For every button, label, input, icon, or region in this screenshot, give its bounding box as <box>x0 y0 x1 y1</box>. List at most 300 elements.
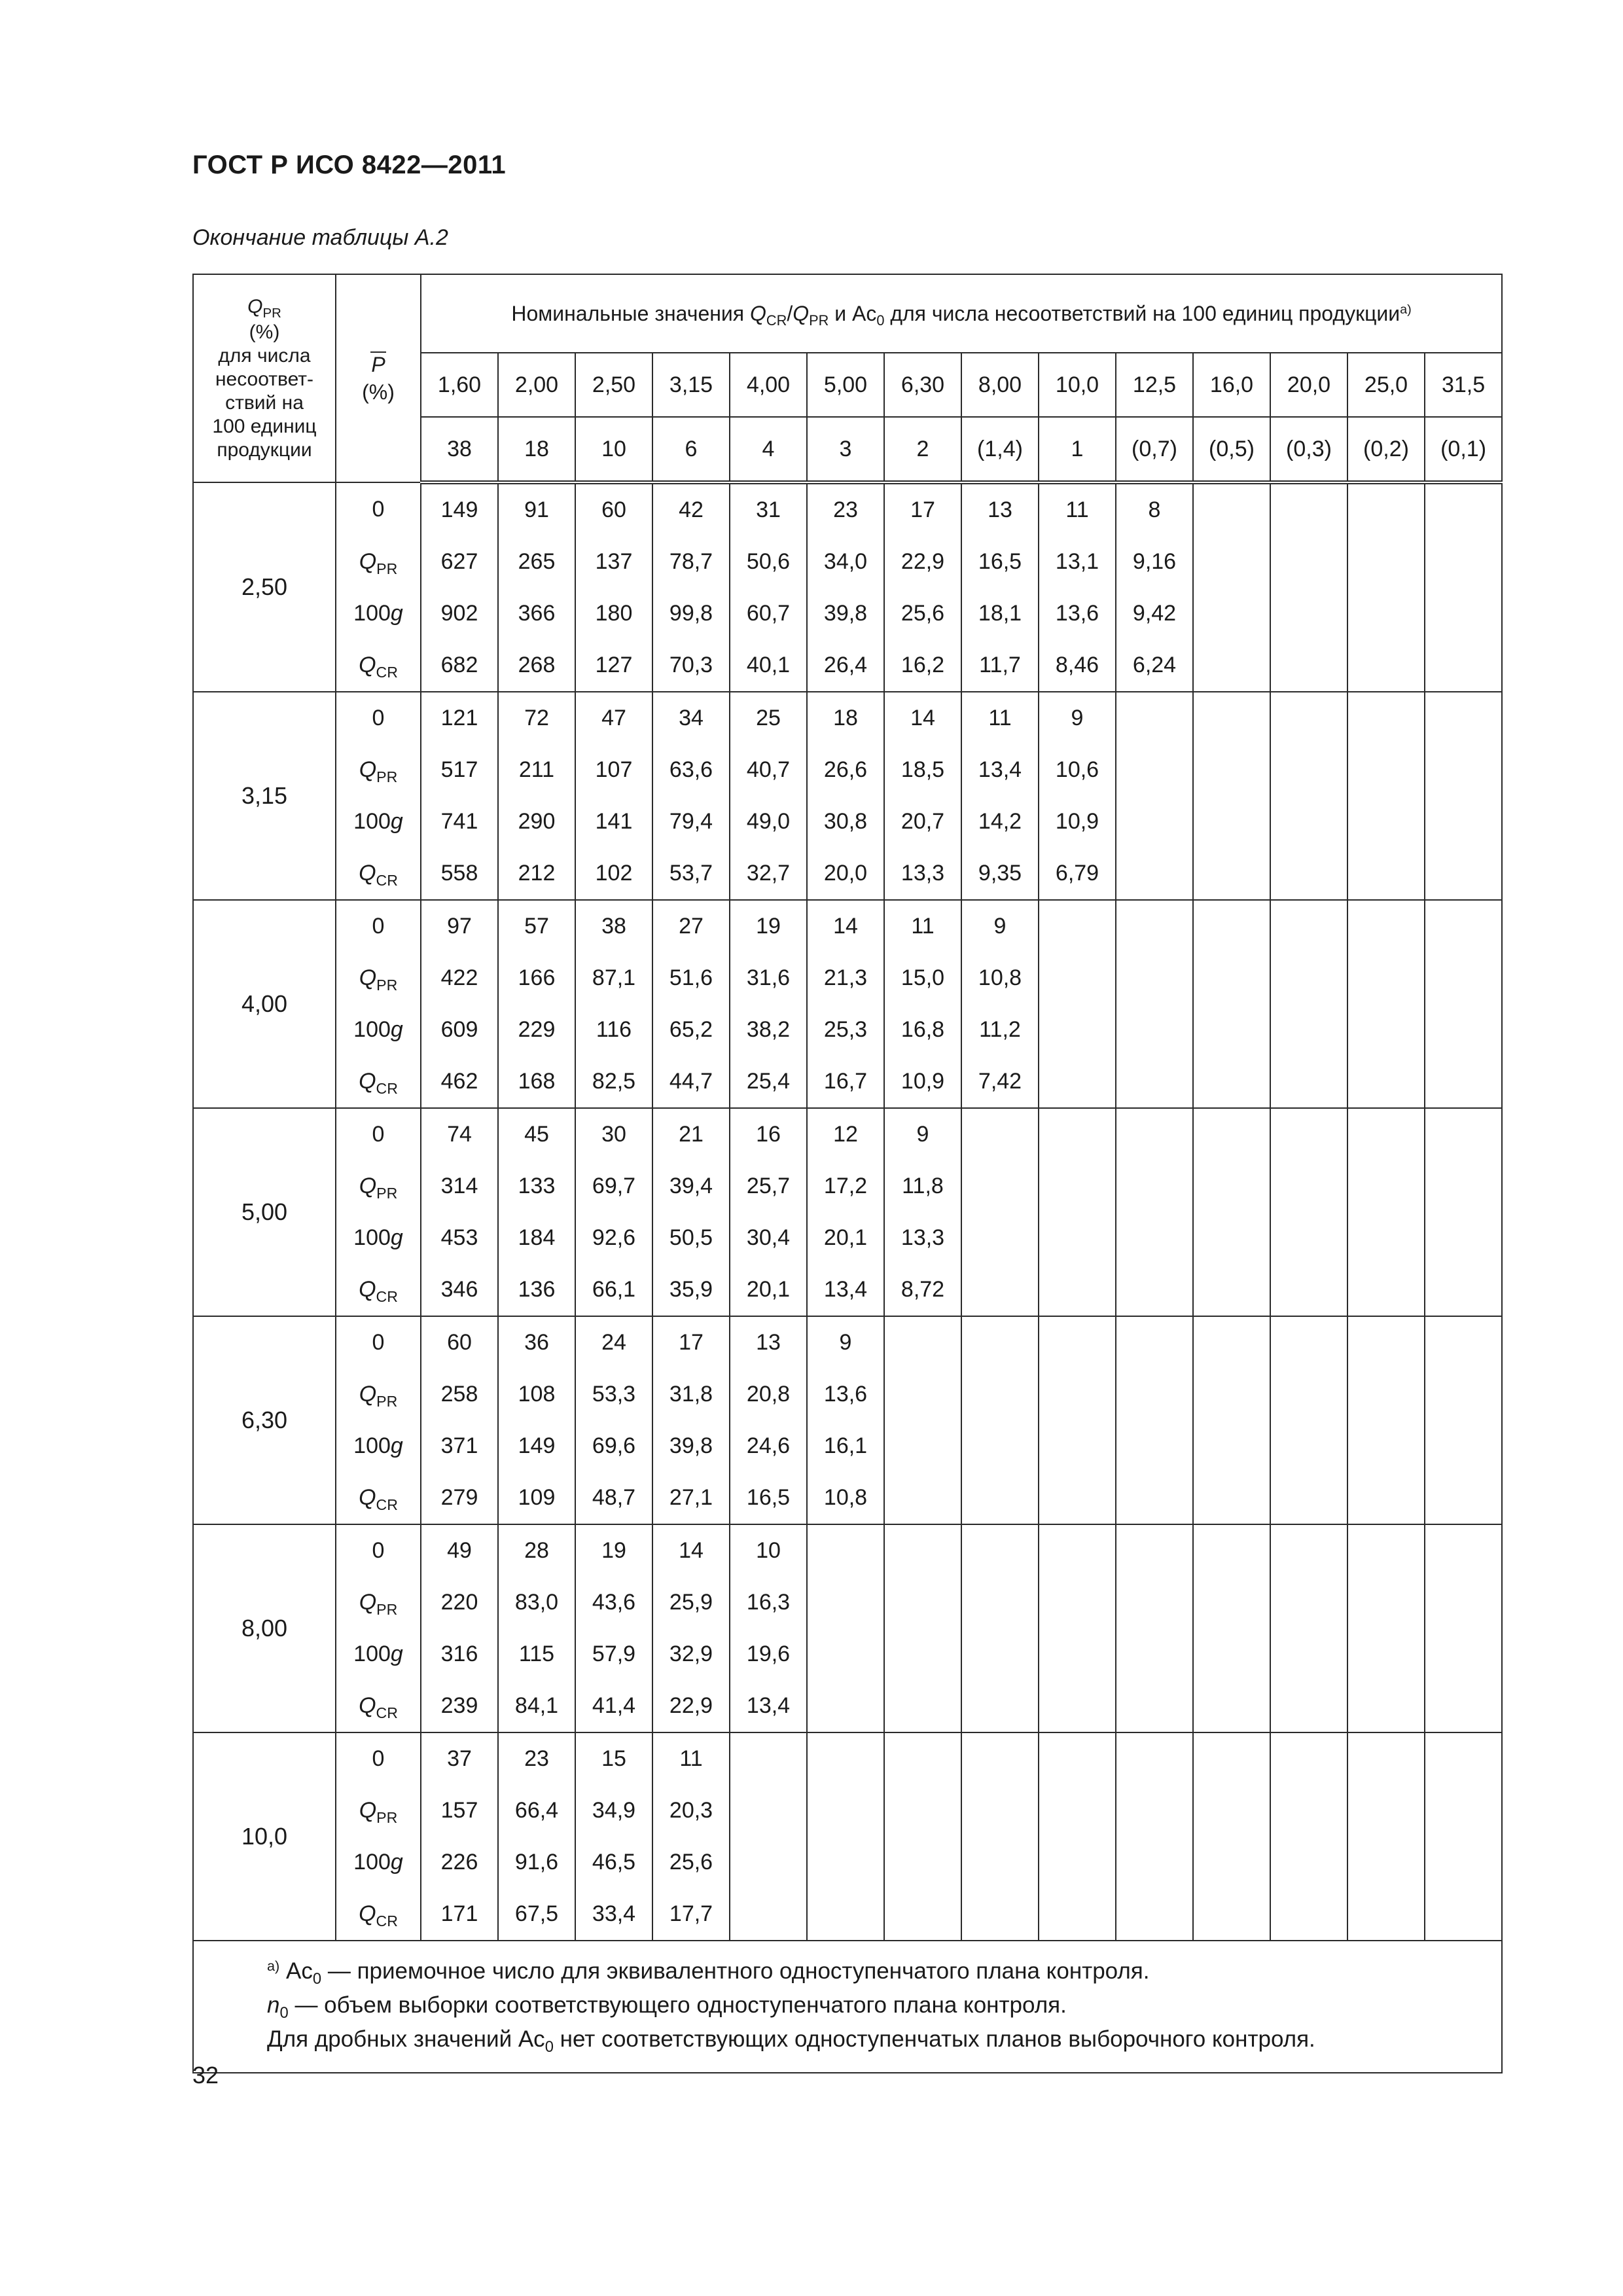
table-cell <box>1039 1264 1116 1316</box>
table-cell <box>1270 900 1347 952</box>
table-cell <box>1347 848 1425 900</box>
table-cell: 10,8 <box>807 1472 884 1524</box>
table-row <box>193 744 1502 796</box>
qpr-group-label: 10,0 <box>193 1732 336 1941</box>
table-cell: 902 <box>421 588 498 639</box>
row-label: 100g <box>336 1004 421 1056</box>
table-cell <box>807 1785 884 1837</box>
row-label: $Q_{CR}$ <box>336 1264 421 1316</box>
header-ac-value: (0,5) <box>1193 417 1270 482</box>
header-p-column: P (%) <box>336 274 421 482</box>
table-cell <box>1193 1212 1270 1264</box>
row-label: $Q_{PR}$ <box>336 1785 421 1837</box>
table-cell <box>1193 744 1270 796</box>
table-cell: 53,3 <box>575 1369 652 1420</box>
table-cell <box>1116 744 1193 796</box>
table-cell <box>1270 1680 1347 1732</box>
header-qcr-qpr-value: 20,0 <box>1270 353 1347 417</box>
table-cell: 11,8 <box>884 1160 961 1212</box>
table-cell: 46,5 <box>575 1837 652 1888</box>
table-cell: 20,7 <box>884 796 961 848</box>
table-row <box>193 1264 1502 1316</box>
table-cell <box>1425 1212 1502 1264</box>
table-cell: 34,0 <box>807 536 884 588</box>
header-ac-value: 1 <box>1039 417 1116 482</box>
data-table <box>192 274 1503 2073</box>
table-cell <box>1039 1420 1116 1472</box>
header-ac-value: (0,7) <box>1116 417 1193 482</box>
table-cell <box>884 1420 961 1472</box>
table-cell <box>807 1888 884 1941</box>
row-label: 100g <box>336 1837 421 1888</box>
table-cell: 8 <box>1116 482 1193 536</box>
table-cell <box>961 1160 1039 1212</box>
table-row <box>193 1628 1502 1680</box>
table-cell: 27 <box>652 900 730 952</box>
header-ac-value: 10 <box>575 417 652 482</box>
table-cell: 14 <box>884 692 961 744</box>
table-cell <box>1347 1369 1425 1420</box>
table-cell: 25,3 <box>807 1004 884 1056</box>
table-cell: 741 <box>421 796 498 848</box>
table-cell <box>961 1420 1039 1472</box>
table-cell <box>1425 1369 1502 1420</box>
document-header: ГОСТ Р ИСО 8422—2011 <box>192 151 507 179</box>
table-cell <box>961 1524 1039 1577</box>
table-cell: 19 <box>730 900 807 952</box>
table-cell <box>1425 952 1502 1004</box>
table-cell: 22,9 <box>884 536 961 588</box>
table-cell: 17,2 <box>807 1160 884 1212</box>
table-cell <box>730 1785 807 1837</box>
table-cell <box>1425 1264 1502 1316</box>
table-row <box>193 639 1502 692</box>
table-cell <box>884 1369 961 1420</box>
table-cell <box>1193 1369 1270 1420</box>
table-cell: 20,0 <box>807 848 884 900</box>
row-label: $Q_{CR}$ <box>336 639 421 692</box>
table-cell: 18,5 <box>884 744 961 796</box>
table-cell: 127 <box>575 639 652 692</box>
table-cell <box>961 1888 1039 1941</box>
header-nominal-values: Номинальные значения $Q_{CR}/Q_{PR}$ и $Ac_0$ для числа несоответствий на 100 единиц продукции$^{а)}$ <box>421 274 1502 353</box>
table-cell: 17 <box>884 482 961 536</box>
table-cell: 32,7 <box>730 848 807 900</box>
table-cell <box>1039 1732 1116 1785</box>
table-cell: 83,0 <box>498 1577 575 1628</box>
table-cell <box>1425 1056 1502 1108</box>
table-cell: 6,24 <box>1116 639 1193 692</box>
table-cell <box>884 1628 961 1680</box>
table-cell: 149 <box>498 1420 575 1472</box>
table-cell <box>1425 639 1502 692</box>
table-cell <box>1270 1056 1347 1108</box>
table-cell <box>1193 1264 1270 1316</box>
table-cell <box>884 1680 961 1732</box>
table-cell <box>884 1524 961 1577</box>
table-cell: 10 <box>730 1524 807 1577</box>
table-cell: 13,1 <box>1039 536 1116 588</box>
table-cell: 13,4 <box>961 744 1039 796</box>
table-cell: 49,0 <box>730 796 807 848</box>
table-row <box>193 796 1502 848</box>
table-cell: 12 <box>807 1108 884 1160</box>
table-cell <box>1193 952 1270 1004</box>
row-label: 100g <box>336 1212 421 1264</box>
table-cell <box>1116 848 1193 900</box>
table-cell: 37 <box>421 1732 498 1785</box>
table-cell <box>884 1316 961 1369</box>
table-cell: 16 <box>730 1108 807 1160</box>
table-cell: 11 <box>961 692 1039 744</box>
table-cell <box>807 1732 884 1785</box>
header-ac-value: 2 <box>884 417 961 482</box>
table-cell <box>1347 692 1425 744</box>
table-cell <box>1039 1888 1116 1941</box>
table-cell <box>1347 536 1425 588</box>
row-label: 0 <box>336 1524 421 1577</box>
table-cell: 13,4 <box>807 1264 884 1316</box>
header-qcr-qpr-value: 10,0 <box>1039 353 1116 417</box>
header-qcr-qpr-value: 4,00 <box>730 353 807 417</box>
table-row <box>193 1837 1502 1888</box>
table-cell <box>961 1732 1039 1785</box>
table-cell: 20,1 <box>730 1264 807 1316</box>
table-cell <box>1270 1212 1347 1264</box>
table-cell <box>1193 482 1270 536</box>
table-cell <box>1347 1732 1425 1785</box>
table-cell: 15,0 <box>884 952 961 1004</box>
table-cell <box>1039 1160 1116 1212</box>
table-cell: 48,7 <box>575 1472 652 1524</box>
qpr-group-label: 8,00 <box>193 1524 336 1732</box>
table-cell <box>1193 1524 1270 1577</box>
table-cell: 18 <box>807 692 884 744</box>
table-cell: 10,8 <box>961 952 1039 1004</box>
table-cell <box>1116 1732 1193 1785</box>
table-cell <box>884 1888 961 1941</box>
table-cell <box>1193 588 1270 639</box>
table-cell <box>1193 1160 1270 1212</box>
table-cell: 116 <box>575 1004 652 1056</box>
header-ac-value: (0,2) <box>1347 417 1425 482</box>
table-cell <box>1347 744 1425 796</box>
p-bar-symbol: P <box>371 351 385 378</box>
table-cell: 40,1 <box>730 639 807 692</box>
table-cell: 91 <box>498 482 575 536</box>
table-cell <box>1270 1577 1347 1628</box>
table-cell: 258 <box>421 1369 498 1420</box>
table-cell: 39,8 <box>807 588 884 639</box>
table-cell <box>1270 1160 1347 1212</box>
table-cell: 211 <box>498 744 575 796</box>
table-cell: 35,9 <box>652 1264 730 1316</box>
table-cell: 229 <box>498 1004 575 1056</box>
table-cell: 51,6 <box>652 952 730 1004</box>
table-cell: 63,6 <box>652 744 730 796</box>
table-cell <box>1270 639 1347 692</box>
table-cell <box>1039 1472 1116 1524</box>
table-cell: 38,2 <box>730 1004 807 1056</box>
row-label: 100g <box>336 588 421 639</box>
table-row <box>193 1004 1502 1056</box>
table-cell <box>1270 952 1347 1004</box>
table-cell <box>1425 1732 1502 1785</box>
table-cell: 92,6 <box>575 1212 652 1264</box>
table-cell: 24,6 <box>730 1420 807 1472</box>
table-cell: 30,8 <box>807 796 884 848</box>
table-cell <box>1193 900 1270 952</box>
table-cell: 39,8 <box>652 1420 730 1472</box>
table-row <box>193 1108 1502 1160</box>
table-cell <box>1116 1420 1193 1472</box>
table-cell: 57 <box>498 900 575 952</box>
table-cell: 25 <box>730 692 807 744</box>
table-cell: 66,4 <box>498 1785 575 1837</box>
table-cell <box>1425 1160 1502 1212</box>
table-cell: 18,1 <box>961 588 1039 639</box>
header-ac-value: 3 <box>807 417 884 482</box>
table-cell <box>1425 796 1502 848</box>
table-cell: 9 <box>961 900 1039 952</box>
row-label: $Q_{CR}$ <box>336 1680 421 1732</box>
qpr-group-label: 2,50 <box>193 482 336 692</box>
table-cell <box>1116 1108 1193 1160</box>
table-cell: 34,9 <box>575 1785 652 1837</box>
table-cell: 36 <box>498 1316 575 1369</box>
table-cell <box>961 1785 1039 1837</box>
table-row <box>193 692 1502 744</box>
table-cell: 23 <box>807 482 884 536</box>
qpr-group-label: 4,00 <box>193 900 336 1108</box>
table-cell <box>1116 1680 1193 1732</box>
table-cell: 166 <box>498 952 575 1004</box>
table-cell <box>1425 1837 1502 1888</box>
table-cell <box>1270 1628 1347 1680</box>
table-cell: 168 <box>498 1056 575 1108</box>
table-cell <box>1425 1628 1502 1680</box>
table-row <box>193 1888 1502 1941</box>
table-cell <box>1347 796 1425 848</box>
table-cell: 19 <box>575 1524 652 1577</box>
table-cell <box>1270 1108 1347 1160</box>
table-cell: 57,9 <box>575 1628 652 1680</box>
table-cell: 226 <box>421 1837 498 1888</box>
table-cell: 74 <box>421 1108 498 1160</box>
table-cell <box>1425 536 1502 588</box>
table-row <box>193 1369 1502 1420</box>
table-cell: 13,4 <box>730 1680 807 1732</box>
table-cell: 314 <box>421 1160 498 1212</box>
table-cell <box>1039 1837 1116 1888</box>
table-cell <box>1116 1837 1193 1888</box>
table-cell: 11 <box>884 900 961 952</box>
row-label: $Q_{PR}$ <box>336 1577 421 1628</box>
qpr-group-label: 5,00 <box>193 1108 336 1316</box>
table-cell: 66,1 <box>575 1264 652 1316</box>
table-cell <box>1193 1628 1270 1680</box>
row-label: $Q_{PR}$ <box>336 952 421 1004</box>
table-cell: 8,46 <box>1039 639 1116 692</box>
table-cell: 60 <box>421 1316 498 1369</box>
table-cell: 16,7 <box>807 1056 884 1108</box>
table-cell <box>1425 588 1502 639</box>
header-ac-value: 38 <box>421 417 498 482</box>
table-cell: 108 <box>498 1369 575 1420</box>
header-qcr-qpr-value: 1,60 <box>421 353 498 417</box>
table-cell <box>884 1577 961 1628</box>
table-cell <box>1425 744 1502 796</box>
table-cell <box>1193 536 1270 588</box>
row-label: 0 <box>336 692 421 744</box>
table-cell <box>1116 1577 1193 1628</box>
table-cell <box>961 1264 1039 1316</box>
table-cell: 16,2 <box>884 639 961 692</box>
table-cell <box>1193 692 1270 744</box>
row-label: $Q_{CR}$ <box>336 848 421 900</box>
table-cell <box>961 1577 1039 1628</box>
table-cell <box>1193 1420 1270 1472</box>
table-cell: 14 <box>652 1524 730 1577</box>
table-cell: 79,4 <box>652 796 730 848</box>
row-label: 0 <box>336 900 421 952</box>
table-cell: 316 <box>421 1628 498 1680</box>
table-cell: 25,9 <box>652 1577 730 1628</box>
table-cell <box>1425 1577 1502 1628</box>
table-cell <box>1116 692 1193 744</box>
table-cell: 21,3 <box>807 952 884 1004</box>
table-cell: 268 <box>498 639 575 692</box>
table-cell: 10,9 <box>884 1056 961 1108</box>
table-cell <box>1116 796 1193 848</box>
table-cell <box>1347 1160 1425 1212</box>
table-cell <box>1347 1888 1425 1941</box>
table-cell: 60,7 <box>730 588 807 639</box>
table-row <box>193 1732 1502 1785</box>
table-cell: 45 <box>498 1108 575 1160</box>
table-cell: 627 <box>421 536 498 588</box>
table-cell <box>807 1524 884 1577</box>
table-cell: 14,2 <box>961 796 1039 848</box>
table-cell <box>1039 1628 1116 1680</box>
table-cell: 517 <box>421 744 498 796</box>
table-caption: Окончание таблицы А.2 <box>192 225 448 250</box>
table-cell: 9 <box>1039 692 1116 744</box>
table-cell <box>1425 900 1502 952</box>
row-label: $Q_{CR}$ <box>336 1472 421 1524</box>
row-label: 0 <box>336 482 421 536</box>
header-qcr-qpr-value: 5,00 <box>807 353 884 417</box>
row-label: 0 <box>336 1316 421 1369</box>
table-cell: 16,5 <box>961 536 1039 588</box>
table-cell: 422 <box>421 952 498 1004</box>
table-cell <box>1425 1785 1502 1837</box>
table-cell: 43,6 <box>575 1577 652 1628</box>
table-cell <box>961 1316 1039 1369</box>
table-cell: 23 <box>498 1732 575 1785</box>
table-cell <box>961 1369 1039 1420</box>
table-cell <box>1193 1837 1270 1888</box>
table-cell: 453 <box>421 1212 498 1264</box>
table-cell: 115 <box>498 1628 575 1680</box>
table-cell <box>1270 536 1347 588</box>
table-cell: 34 <box>652 692 730 744</box>
table-cell: 133 <box>498 1160 575 1212</box>
table-cell <box>1347 952 1425 1004</box>
table-cell: 180 <box>575 588 652 639</box>
row-label: 0 <box>336 1108 421 1160</box>
table-cell <box>1193 1888 1270 1941</box>
table-cell: 20,1 <box>807 1212 884 1264</box>
table-cell: 26,6 <box>807 744 884 796</box>
table-cell: 19,6 <box>730 1628 807 1680</box>
table-cell: 30,4 <box>730 1212 807 1264</box>
row-label: 0 <box>336 1732 421 1785</box>
table-cell: 28 <box>498 1524 575 1577</box>
table-cell: 279 <box>421 1472 498 1524</box>
row-label: 100g <box>336 1420 421 1472</box>
table-cell <box>1193 848 1270 900</box>
table-cell <box>1425 1524 1502 1577</box>
table-row <box>193 1316 1502 1369</box>
table-cell: 16,3 <box>730 1577 807 1628</box>
table-cell <box>1193 1108 1270 1160</box>
table-cell: 15 <box>575 1732 652 1785</box>
table-cell: 13,3 <box>884 1212 961 1264</box>
table-cell <box>1425 1316 1502 1369</box>
table-cell: 220 <box>421 1577 498 1628</box>
table-cell <box>884 1837 961 1888</box>
table-cell <box>1270 1369 1347 1420</box>
table-cell <box>1116 1160 1193 1212</box>
table-cell: 31 <box>730 482 807 536</box>
table-cell <box>1193 1732 1270 1785</box>
table-cell <box>807 1837 884 1888</box>
table-cell: 102 <box>575 848 652 900</box>
header-qpr-column: $Q_{PR}$ (%) для числа несоответ- ствий на 100 единиц продукции <box>193 274 336 482</box>
table-footnote: $^{а)}$ $Ac_0$ — приемочное число для эквивалентного одноступенчатого плана контроля. $n_0$ — объем выборки соответствующего одноступенчатого плана контроля. Для дробных значений $Ac_0$ нет соответствующих одноступенчатых планов выборочного контроля. <box>193 1941 1502 2073</box>
row-label: $Q_{CR}$ <box>336 1056 421 1108</box>
table-cell <box>1347 1785 1425 1837</box>
table-cell: 16,5 <box>730 1472 807 1524</box>
table-cell <box>730 1732 807 1785</box>
table-cell: 290 <box>498 796 575 848</box>
table-cell <box>1193 1056 1270 1108</box>
table-cell: 67,5 <box>498 1888 575 1941</box>
table-cell <box>1425 1680 1502 1732</box>
table-cell: 25,7 <box>730 1160 807 1212</box>
table-row <box>193 1056 1502 1108</box>
table-cell <box>1270 1785 1347 1837</box>
table-cell: 682 <box>421 639 498 692</box>
table-cell <box>1425 1108 1502 1160</box>
table-cell <box>1270 1264 1347 1316</box>
table-cell <box>1270 1888 1347 1941</box>
table-cell <box>1270 1524 1347 1577</box>
table-cell <box>1270 1837 1347 1888</box>
table-cell: 82,5 <box>575 1056 652 1108</box>
table-cell: 109 <box>498 1472 575 1524</box>
header-qcr-qpr-value: 31,5 <box>1425 353 1502 417</box>
table-cell: 97 <box>421 900 498 952</box>
table-cell: 50,5 <box>652 1212 730 1264</box>
table-cell <box>1270 848 1347 900</box>
table-cell <box>1116 1524 1193 1577</box>
table-cell <box>961 1628 1039 1680</box>
table-cell: 14 <box>807 900 884 952</box>
table-cell: 31,8 <box>652 1369 730 1420</box>
table-cell <box>1270 744 1347 796</box>
